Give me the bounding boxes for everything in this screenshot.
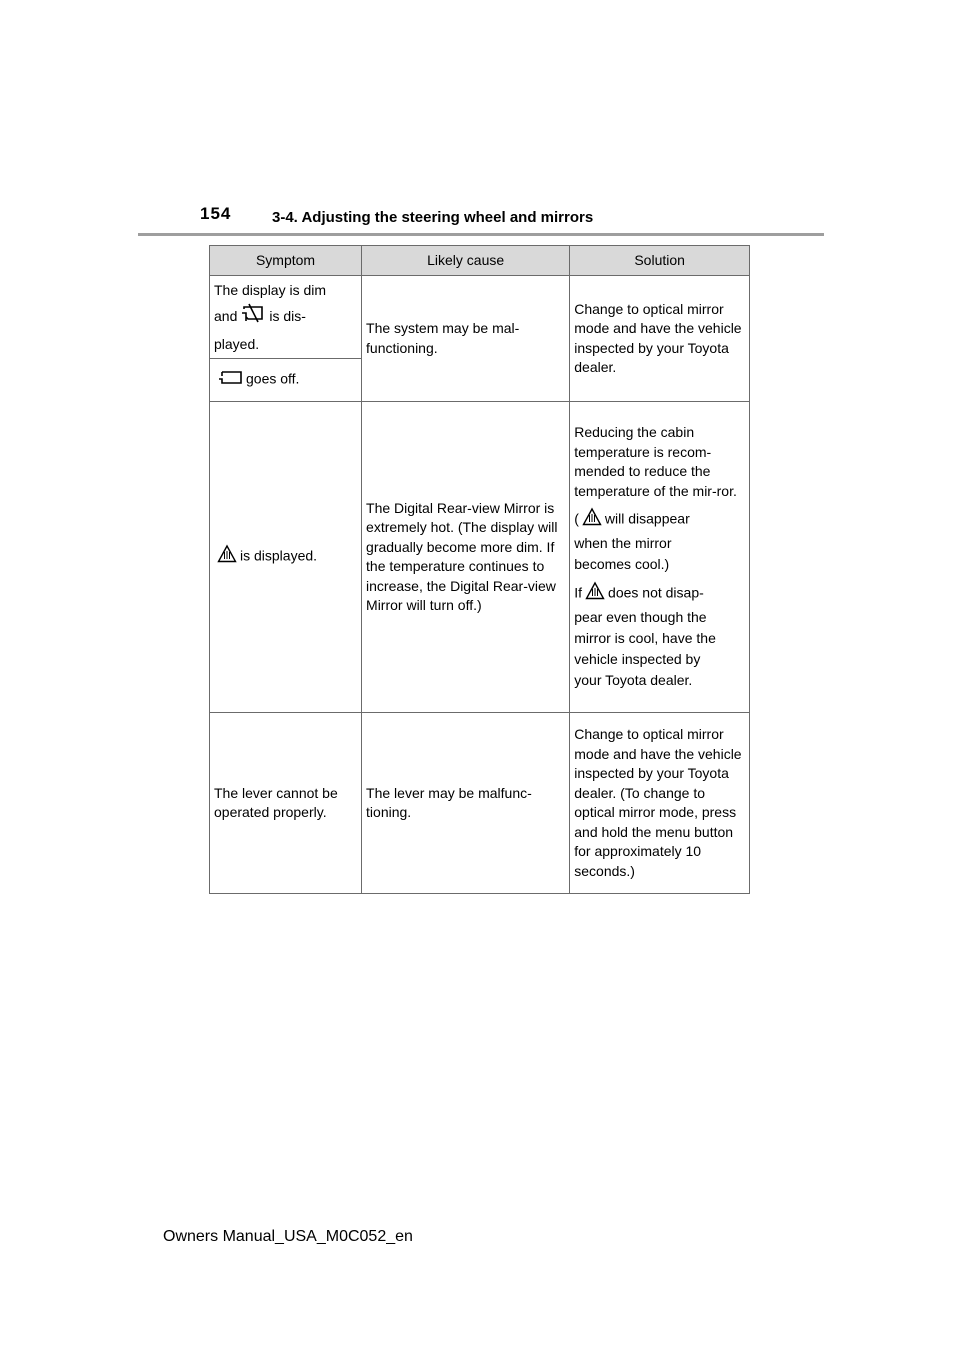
solution-text-line: when the mirror (574, 535, 672, 551)
solution-text-line: mirror is cool, have the (574, 630, 716, 646)
symptom-text-fragment: and (214, 307, 238, 324)
solution-paragraph (574, 507, 745, 575)
symptom-cell (210, 276, 362, 359)
footer-text: Owners Manual_USA_M0C052_en (163, 1228, 413, 1245)
solution-text-fragment: ( (574, 510, 579, 527)
solution-paragraph (574, 581, 745, 691)
solution-text-fragment: will disappear (604, 510, 690, 527)
page-number: 154 (200, 204, 232, 223)
column-header-solution: Solution (570, 246, 750, 276)
solution-text-line: pear even though the (574, 609, 707, 625)
symptom-text-fragment: is displayed. (240, 547, 318, 564)
symptom-cell: The lever cannot be operated properly. (210, 713, 362, 894)
symptom-text-line: played. (214, 336, 260, 353)
solution-text-line (574, 507, 745, 533)
symptom-cell (210, 402, 362, 713)
section-title: 3-4. Adjusting the steering wheel and mirrors (272, 209, 594, 226)
table-row (210, 276, 750, 359)
symptom-text-line: The display is dim (214, 281, 327, 298)
high-temperature-warning-icon (585, 581, 605, 607)
mirror-crossed-icon (240, 303, 266, 331)
high-temperature-warning-icon (217, 544, 237, 570)
table-row (210, 713, 750, 894)
solution-cell: Change to optical mirror mode and have the vehicle inspected by your Toyota dealer. (To change to optical mirror mode, press and hold the menu button for approximately 10 seconds.) (570, 713, 750, 894)
table-row (210, 402, 750, 713)
symptom-text-line (214, 303, 357, 331)
symptom-text-fragment: goes off. (246, 370, 300, 387)
solution-paragraph: Reducing the cabin temperature is recom-mended to reduce the temperature of the mir-ror. (574, 424, 737, 499)
solution-text-line: vehicle inspected by (574, 651, 701, 667)
solution-text-fragment: If (574, 584, 583, 601)
mirror-indicator-icon (217, 368, 243, 392)
table-header-row (210, 246, 750, 276)
solution-cell: Change to optical mirror mode and have the vehicle inspected by your Toyota dealer. (570, 276, 750, 402)
likely-cause-cell: The lever may be malfunc-tioning. (362, 713, 570, 894)
column-header-symptom: Symptom (210, 246, 362, 276)
solution-text-fragment: does not disap- (608, 584, 704, 601)
troubleshooting-table (209, 245, 750, 894)
symptom-cell (210, 359, 362, 402)
likely-cause-cell: The Digital Rear-view Mirror is extremely hot. (The display will gradually become more dim. If the temperature continues to increase, the Digital Rear-view Mirror will turn off.) (362, 402, 570, 713)
high-temperature-warning-icon (582, 507, 602, 533)
solution-text-line: becomes cool.) (574, 556, 670, 572)
solution-cell (570, 402, 750, 713)
solution-text-line (574, 581, 745, 607)
likely-cause-cell: The system may be mal- functioning. (362, 276, 570, 402)
column-header-likely-cause: Likely cause (362, 246, 570, 276)
solution-text-line: your Toyota dealer. (574, 672, 693, 688)
header-rule (138, 233, 824, 236)
symptom-text-fragment: is dis- (269, 307, 306, 324)
